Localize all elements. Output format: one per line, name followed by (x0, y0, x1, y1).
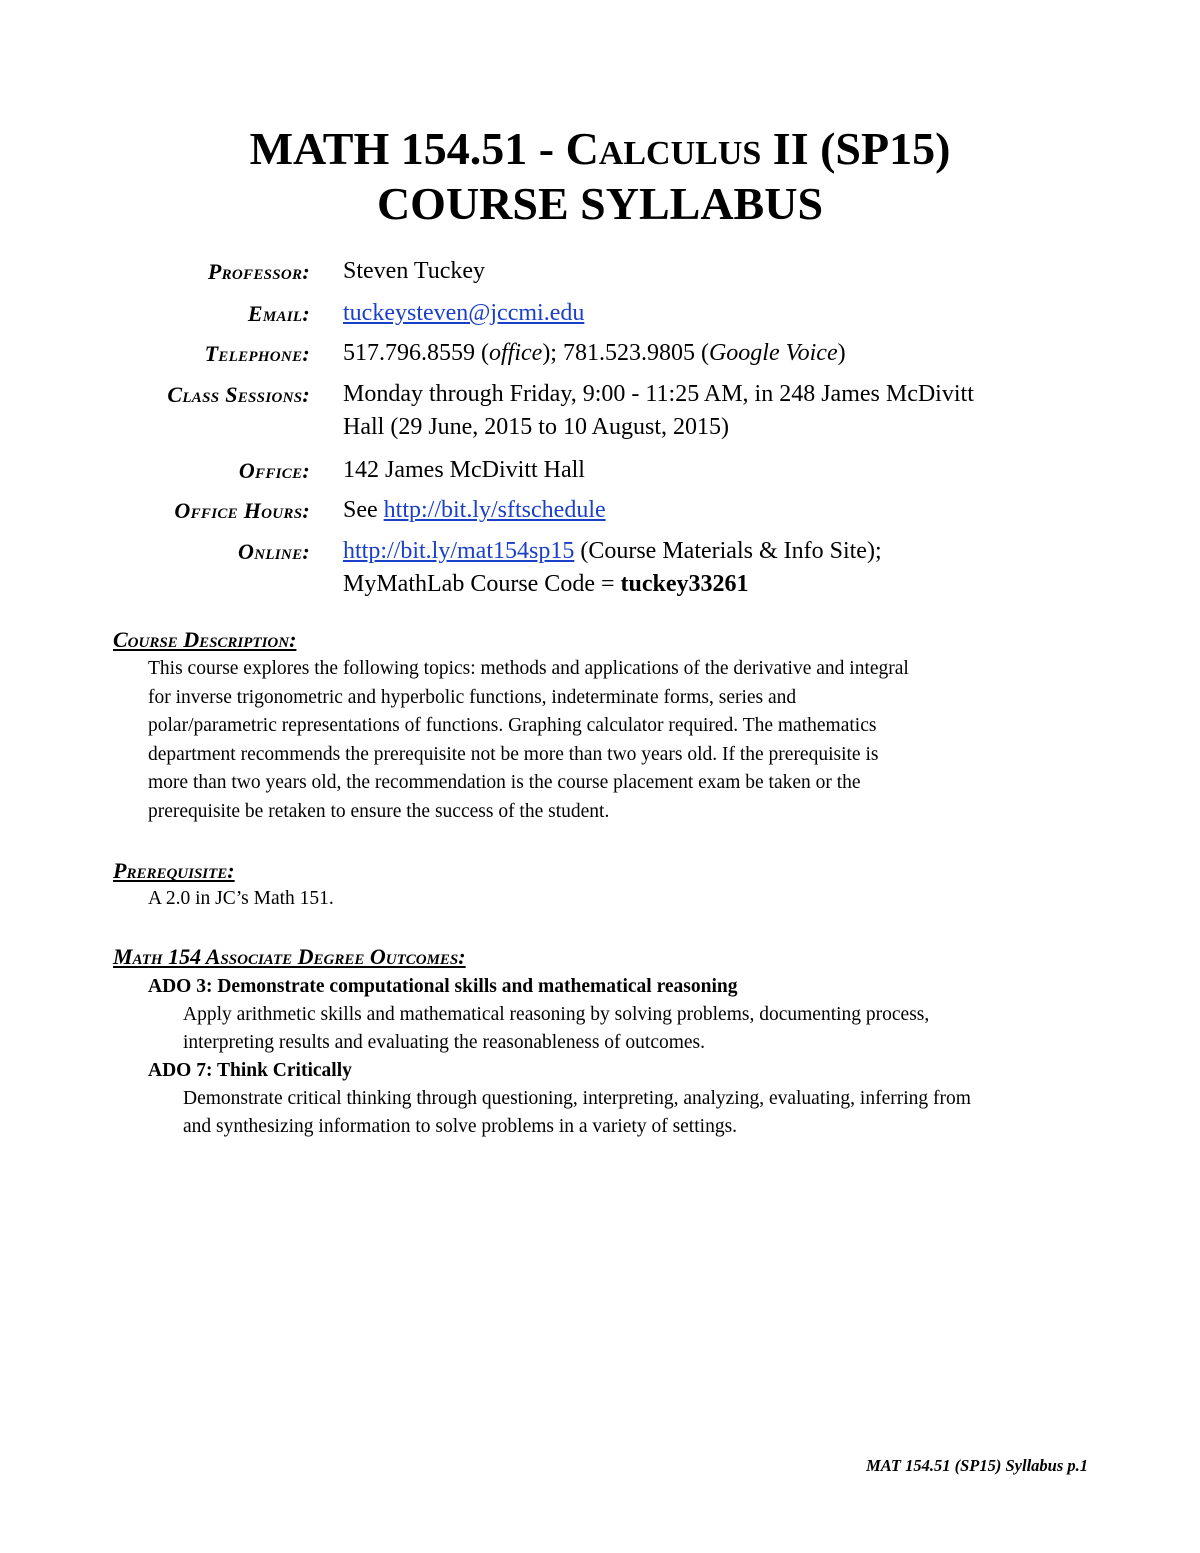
telephone-close-paren: ) (837, 340, 846, 366)
office-label: Office: (238, 458, 310, 483)
mymathlab-course-code: tuckey33261 (620, 571, 749, 597)
course-site-link[interactable]: http://bit.ly/mat154sp15 (343, 538, 575, 564)
title-course-name-rest: ALCULUS (598, 135, 762, 172)
course-description-line: This course explores the following topics: methods and applications of the derivative and integral (148, 658, 909, 679)
ado-description-line: interpreting results and evaluating the reasonableness of outcomes. (183, 1032, 706, 1053)
ado-description-line: Demonstrate critical thinking through questioning, interpreting, analyzing, evaluating, inferring from (183, 1088, 971, 1109)
ado-3-description (183, 1001, 1148, 1057)
ado-description-line: Apply arithmetic skills and mathematical reasoning by solving problems, documenting process, (183, 1004, 930, 1025)
course-description-line: more than two years old, the recommendation is the course placement exam be taken or the (148, 772, 861, 793)
telephone-label: Telephone: (204, 341, 310, 366)
page-title (0, 123, 1200, 180)
telephone-value (343, 337, 1143, 370)
telephone-office-number: 517.796.8559 ( (343, 340, 489, 366)
class-sessions-line-2: Hall (29 June, 2015 to 10 August, 2015) (343, 414, 729, 440)
email-label: Email: (247, 301, 310, 326)
page-subtitle: COURSE SYLLABUS (376, 178, 824, 229)
email-link[interactable]: tuckeysteven@jccmi.edu (343, 300, 585, 326)
office-hours-label: Office Hours: (174, 498, 310, 523)
course-description-line: prerequisite be retaken to ensure the success of the student. (148, 800, 610, 822)
ado-7-title: ADO 7: Think Critically (148, 1060, 352, 1081)
telephone-voice-number: ); 781.523.9805 ( (542, 340, 709, 366)
office-hours-link[interactable]: http://bit.ly/sftschedule (383, 497, 606, 523)
telephone-office-tag: office (489, 340, 543, 366)
title-course-name-initial: C (565, 123, 599, 174)
course-description-line: for inverse trigonometric and hyperbolic functions, indeterminate forms, series and (148, 686, 797, 708)
prerequisite-text: A 2.0 in JC’s Math 151. (148, 888, 334, 909)
title-course-term: II (SP15) (761, 123, 951, 174)
ado-3-title: ADO 3: Demonstrate computational skills and mathematical reasoning (148, 976, 738, 997)
course-description-heading: Course Description: (113, 627, 297, 652)
telephone-voice-tag: Google Voice (708, 340, 838, 366)
mymathlab-label: MyMathLab Course Code = (343, 571, 621, 597)
ado-7-description (183, 1085, 1148, 1141)
title-course-number: MATH 154.51 - (249, 123, 566, 174)
online-label: Online: (238, 539, 310, 564)
professor-label: Professor: (207, 259, 310, 284)
outcomes-heading: Math 154 Associate Degree Outcomes: (113, 944, 466, 969)
office-hours-prefix: See (343, 497, 384, 523)
prerequisite-heading: Prerequisite: (113, 858, 235, 883)
professor-value: Steven Tuckey (343, 258, 486, 284)
course-description-line: polar/parametric representations of functions. Graphing calculator required. The mathematics (148, 715, 877, 736)
course-description-line: department recommends the prerequisite not be more than two years old. If the prerequisite is (148, 743, 879, 765)
course-description-text (148, 655, 1088, 826)
class-sessions-line-1: Monday through Friday, 9:00 - 11:25 AM, in 248 James McDivitt (343, 381, 974, 407)
ado-description-line: and synthesizing information to solve problems in a variety of settings. (183, 1116, 738, 1137)
class-sessions-value (343, 378, 1143, 444)
class-sessions-label: Class Sessions: (167, 382, 310, 407)
course-site-description: (Course Materials & Info Site); (574, 538, 882, 564)
office-value: 142 James McDivitt Hall (343, 457, 585, 483)
page-footer: MAT 154.51 (SP15) Syllabus p.1 (866, 1456, 1088, 1475)
